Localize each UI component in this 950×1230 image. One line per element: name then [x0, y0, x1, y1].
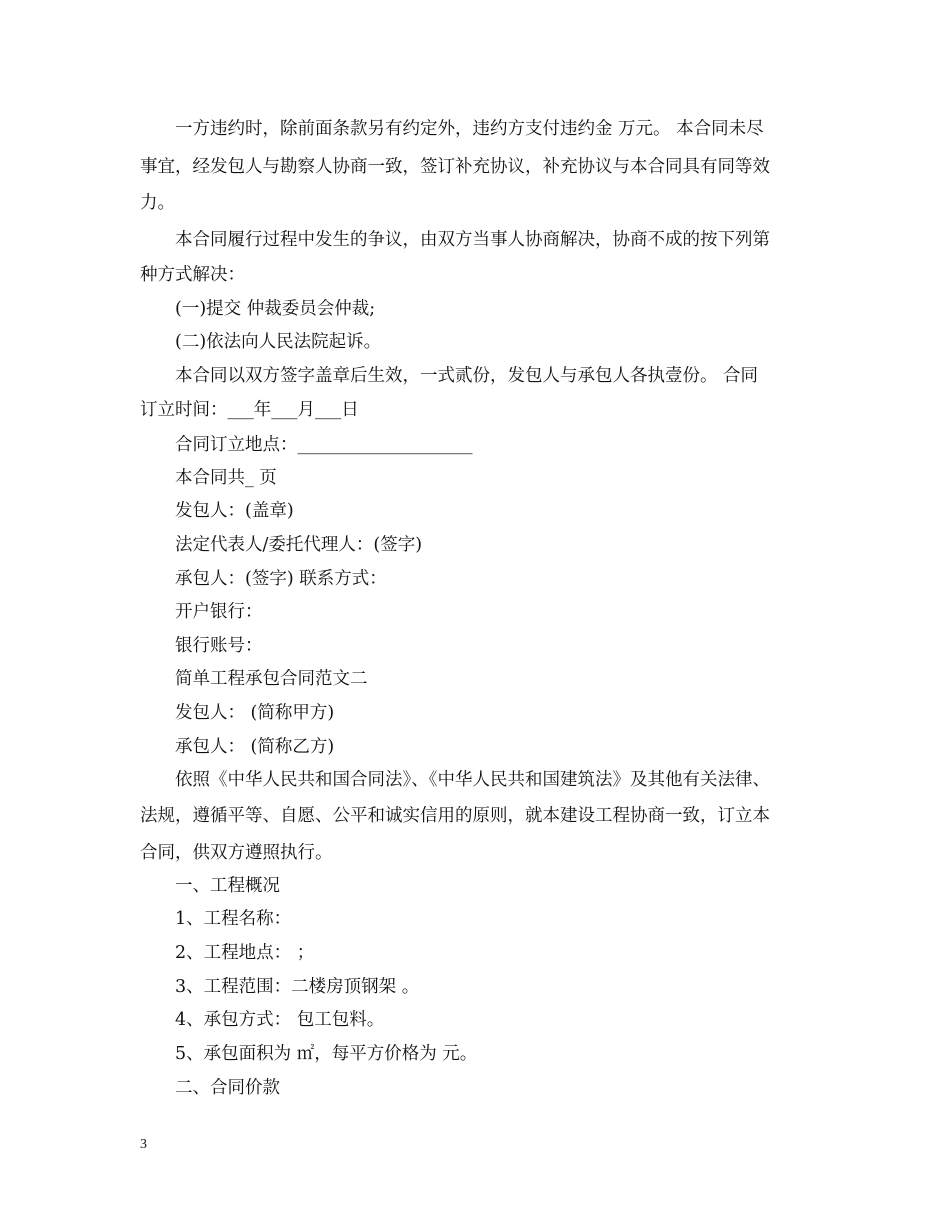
text-line: (一)提交 仲裁委员会仲裁;: [175, 299, 376, 319]
text-line: 合同订立地点：____________________: [175, 435, 473, 455]
text-line: 本合同以双方签字盖章后生效，一式贰份，发包人与承包人各执壹份。 合同: [175, 366, 759, 386]
text-line: 发包人：(盖章): [175, 501, 294, 521]
text-line: 2、工程地点： ；: [175, 943, 315, 963]
text-line: 力。: [140, 193, 175, 213]
text-line: 法规，遵循平等、自愿、公平和诚实信用的原则，就本建设工程协商一致，订立本: [140, 806, 770, 826]
section-heading: 一、工程概况: [175, 876, 280, 896]
text-line: 5、承包面积为 ㎡，每平方价格为 元。: [175, 1044, 478, 1064]
text-line: 开户银行：: [175, 602, 263, 622]
text-line: (二)依法向人民法院起诉。: [175, 332, 382, 352]
text-line: 本合同共_ 页: [175, 468, 277, 488]
text-line: 4、承包方式： 包工包料。: [175, 1010, 385, 1030]
text-line: 承包人： (简称乙方): [175, 737, 335, 757]
text-line: 依照《中华人民共和国合同法》、《中华人民共和国建筑法》及其他有关法律、: [175, 770, 770, 790]
text-line: 合同，供双方遵照执行。: [140, 843, 333, 863]
text-line: 订立时间：___年___月___日: [140, 400, 359, 420]
text-line: 事宜，经发包人与勘察人协商一致，签订补充协议，补充协议与本合同具有同等效: [140, 157, 770, 177]
text-line: 1、工程名称：: [175, 909, 292, 929]
text-line: 3、工程范围：二楼房顶钢架 。: [175, 977, 420, 997]
section-heading: 二、合同价款: [175, 1078, 280, 1098]
text-line: 银行账号：: [175, 636, 263, 656]
text-line: 法定代表人/委托代理人：(签字): [175, 535, 423, 555]
text-line: 一方违约时，除前面条款另有约定外，违约方支付违约金 万元。 本合同未尽: [175, 119, 764, 139]
text-line: 种方式解决：: [140, 265, 245, 285]
section-title: 简单工程承包合同范文二: [175, 669, 368, 689]
text-line: 承包人：(签字) 联系方式：: [175, 569, 387, 589]
text-line: 本合同履行过程中发生的争议，由双方当事人协商解决，协商不成的按下列第: [175, 230, 770, 250]
text-line: 发包人： (简称甲方): [175, 703, 335, 723]
page-number: 3: [140, 1137, 147, 1152]
